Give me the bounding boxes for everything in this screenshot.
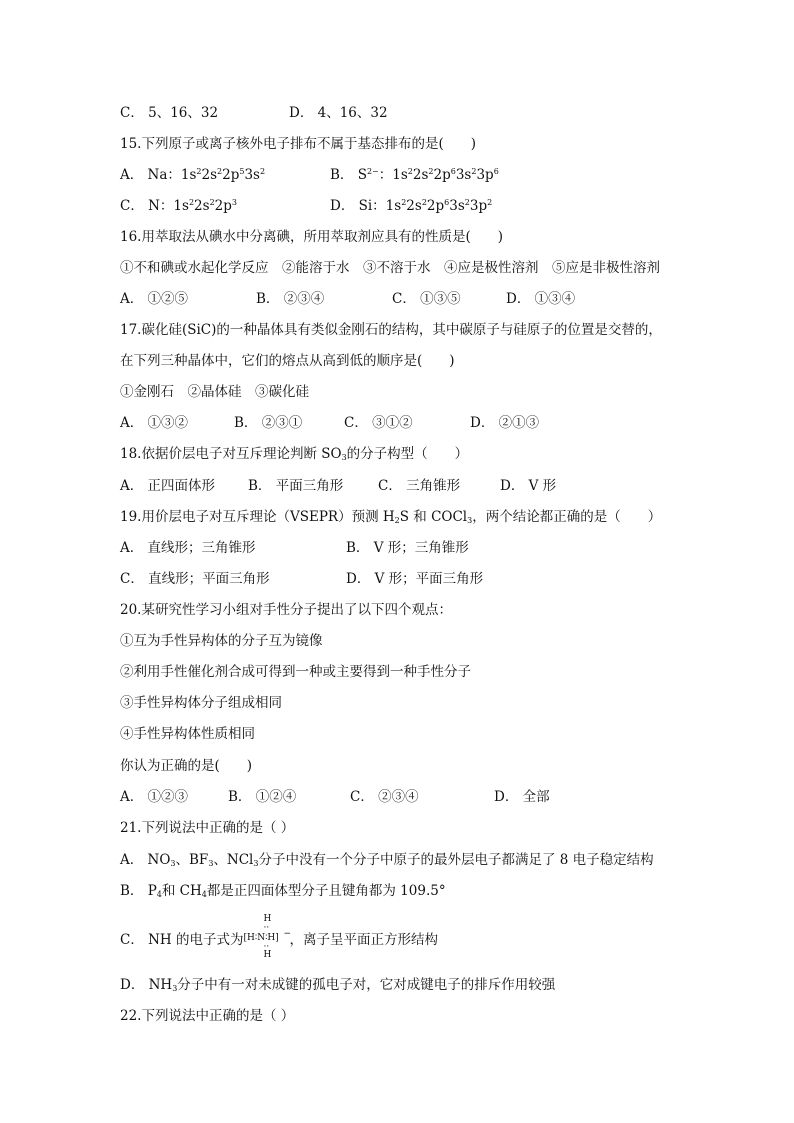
q21-option-b: B． $P_4$和 $CH_4$都是正四面体型分子且键角都为 109.5°	[120, 883, 446, 899]
q20-item-1: ①互为手性异构体的分子互为镜像	[120, 633, 323, 649]
q21-option-d: D． $NH_3$分子中有一对未成键的孤电子对，它对成键电子的排斥作用较强	[120, 977, 556, 993]
lewis-top-dots: ··	[263, 923, 270, 933]
q17-stem-line1: 17.碳化硅(SiC)的一种晶体具有类似金刚石的结构，其中碳原子与硅原子的位置是交替的，	[120, 322, 662, 338]
q20-option-d: D． 全部	[494, 789, 550, 805]
q20-option-b: B． ①②④	[228, 789, 297, 805]
q16-option-b: B． ②③④	[256, 291, 325, 307]
q16-option-d: D． ①③④	[506, 291, 576, 307]
q20-option-a: A． ①②③	[120, 789, 189, 805]
q18-option-b: B． 平面三角形	[248, 478, 344, 494]
q15-stem: 15.下列原子或离子核外电子排布不属于基态排布的是( )	[120, 136, 477, 152]
q17-option-d: D． ②①③	[470, 415, 540, 431]
q16-items: ①不和碘或水起化学反应 ②能溶于水 ③不溶于水 ④应是极性溶剂 ⑤应是非极性溶剂	[120, 260, 660, 276]
q15-option-b: B． $S^{2-}$：$1s^22s^22p^63s^23p^6$	[330, 167, 499, 183]
q16-stem: 16.用萃取法从碘水中分离碘，所用萃取剂应具有的性质是( )	[120, 229, 504, 245]
q18-stem: 18.依据价层电子对互斥理论判断 $SO_3$的分子构型（ ）	[120, 446, 469, 462]
q20-stem: 20.某研究性学习小组对手性分子提出了以下四个观点：	[120, 602, 452, 618]
q17-option-a: A． ①③②	[120, 415, 189, 431]
q16-option-c: C． ①③⑤	[392, 291, 461, 307]
q19-option-b: B． V 形；三角锥形	[346, 540, 469, 556]
q21-option-c: C． NH 的电子式为 H ·· [H∶N∶H] ·· H − ，离子呈平面正方形结构	[120, 914, 438, 960]
q22-stem: 22.下列说法中正确的是（ ）	[120, 1008, 295, 1024]
q16-option-a: A． ①②⑤	[120, 291, 189, 307]
q19-option-a: A． 直线形；三角锥形	[120, 540, 256, 556]
q15-option-c: C． N：$1s^22s^22p^3$	[120, 198, 237, 214]
q21-stem: 21.下列说法中正确的是（ ）	[120, 820, 295, 836]
q19-stem: 19.用价层电子对互斥理论（VSEPR）预测 $H_2S$ 和 COCl$_3$，两个结论都正确的是（ ）	[120, 509, 662, 525]
q14-option-d: D． 4、16、32	[289, 105, 388, 121]
lewis-middle: [H∶N∶H]	[243, 933, 279, 943]
lewis-charge: −	[283, 929, 292, 939]
q17-option-c: C． ③①②	[344, 415, 413, 431]
q15-option-d: D． Si：$1s^22s^22p^63s^23p^2$	[330, 198, 493, 214]
q18-option-d: D． V 形	[500, 478, 557, 494]
q20-option-c: C． ②③④	[350, 789, 419, 805]
q21-option-a: A． $NO_3$、$BF_3$、NCl$_3$分子中没有一个分子中原子的最外层电子都满足了 8 电子稳定结构	[120, 852, 654, 868]
ammonium-lewis-structure	[243, 914, 292, 960]
q20-ask: 你认为正确的是( )	[120, 758, 253, 774]
q19-option-d: D． V 形；平面三角形	[346, 571, 484, 587]
q19-option-c: C． 直线形；平面三角形	[120, 571, 270, 587]
q18-option-a: A． 正四面体形	[120, 478, 216, 494]
q18-option-c: C． 三角锥形	[378, 478, 461, 494]
q20-item-4: ④手性异构体性质相同	[120, 726, 255, 742]
lewis-bottom-h: H	[263, 950, 272, 960]
q17-option-b: B． ②③①	[234, 415, 303, 431]
lewis-top-h: H	[263, 914, 272, 924]
lewis-bottom-dots: ··	[263, 942, 270, 952]
q20-item-2: ②利用手性催化剂合成可得到一种或主要得到一种手性分子	[120, 664, 471, 680]
q20-item-3: ③手性异构体分子组成相同	[120, 695, 282, 711]
q14-option-c: C． 5、16、32	[120, 105, 219, 121]
q15-option-a: A． Na：$1s^22s^22p^53s^2$	[120, 167, 266, 183]
q17-items: ①金刚石 ②晶体硅 ③碳化硅	[120, 384, 309, 400]
q17-stem-line2: 在下列三种晶体中，它们的熔点从高到低的顺序是( )	[120, 353, 455, 369]
